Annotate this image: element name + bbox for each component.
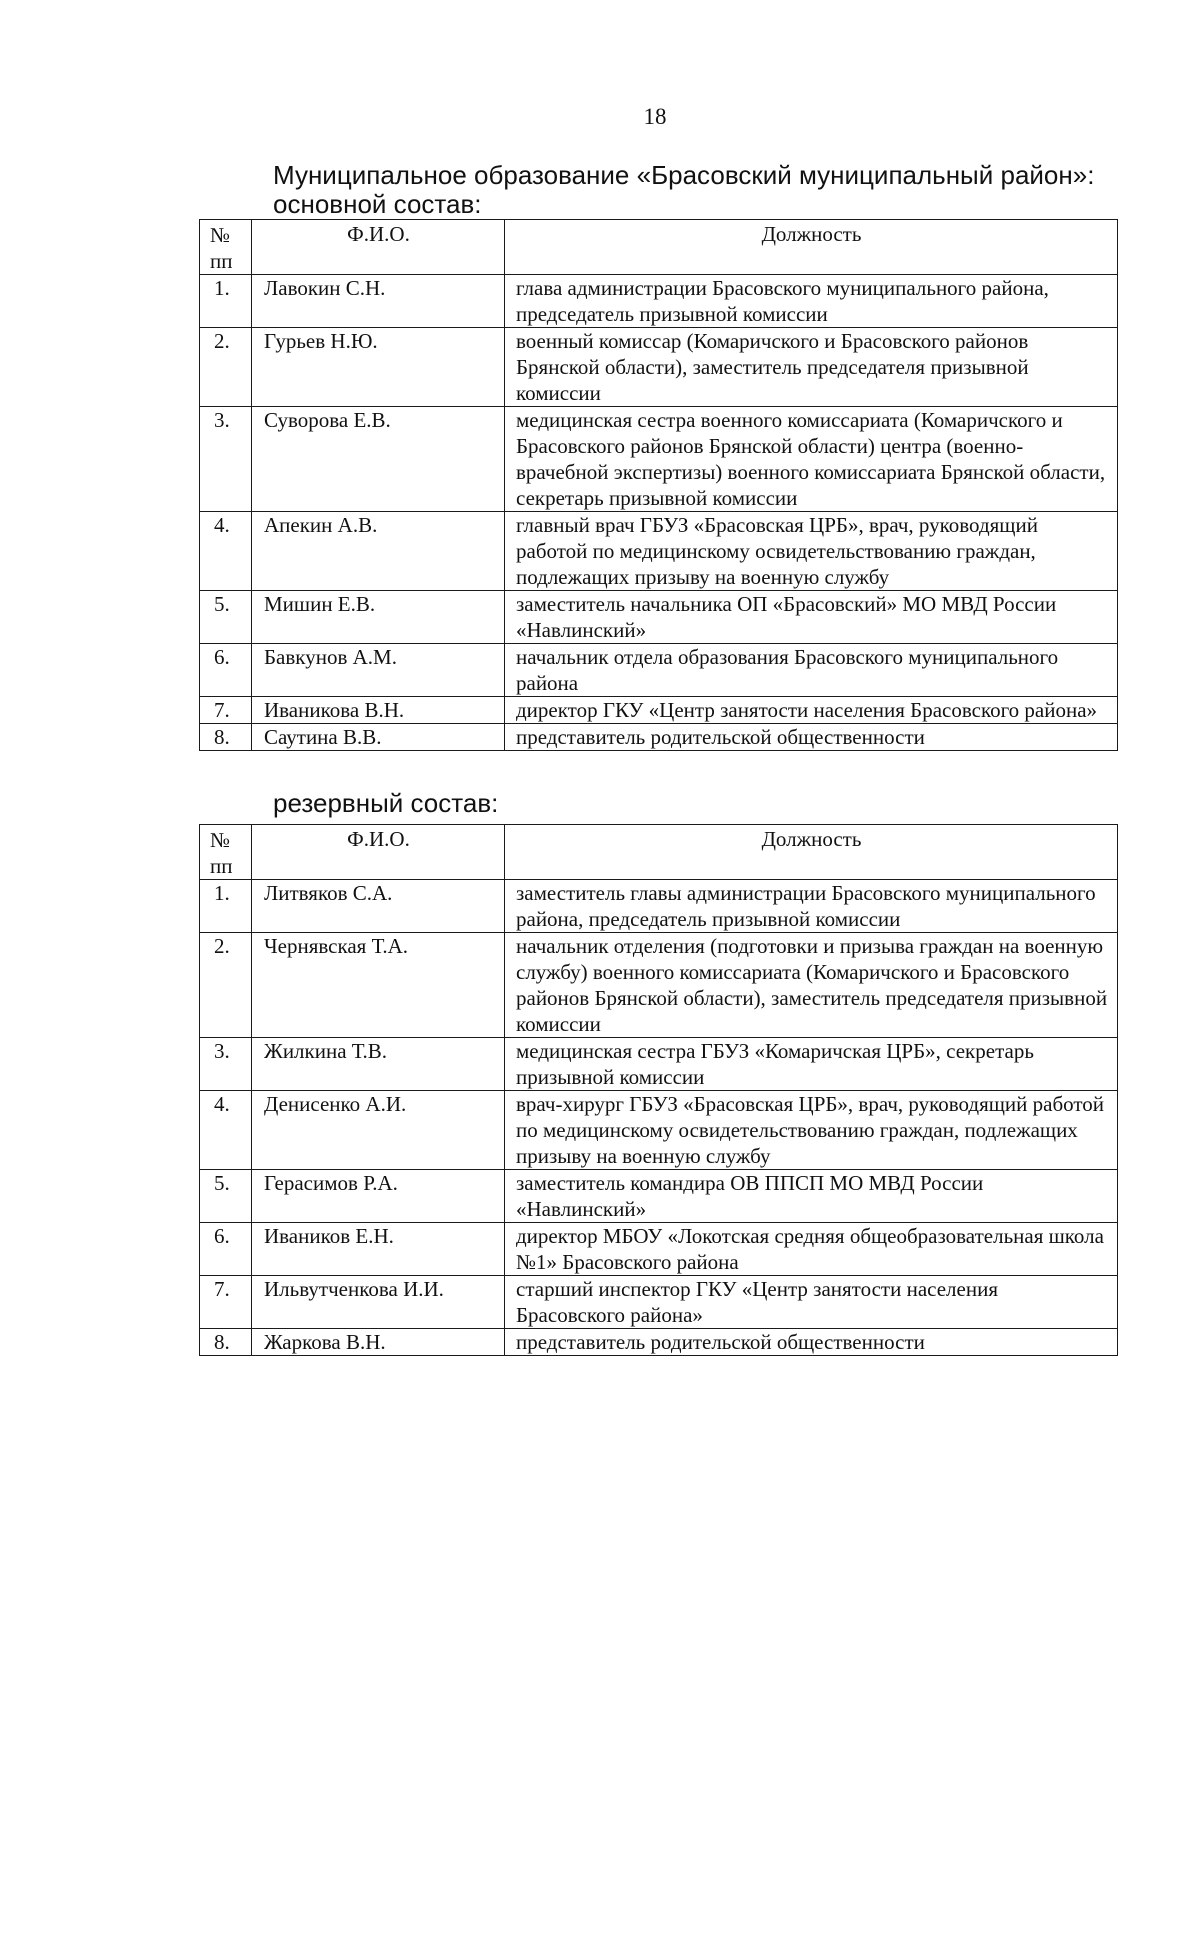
table-header-row (200, 220, 1118, 275)
table-row (200, 1170, 1118, 1223)
row-number: 7. (200, 697, 252, 724)
reserve-composition-table (199, 824, 1118, 1356)
table-row (200, 1091, 1118, 1170)
member-position: заместитель главы администрации Брасовского муниципального района, председатель призывной комиссии (505, 880, 1118, 933)
member-name: Лавокин С.Н. (252, 275, 505, 328)
member-name: Апекин А.В. (252, 512, 505, 591)
table-row (200, 407, 1118, 512)
table-row (200, 1038, 1118, 1091)
row-number: 1. (200, 880, 252, 933)
municipality-title: Муниципальное образование «Брасовский муниципальный район»: (273, 160, 1095, 190)
row-number: 2. (200, 933, 252, 1038)
member-name: Жаркова В.Н. (252, 1329, 505, 1356)
table-row (200, 1329, 1118, 1356)
member-position: военный комиссар (Комаричского и Брасовского районов Брянской области), заместитель председателя призывной комиссии (505, 328, 1118, 407)
member-name: Мишин Е.В. (252, 591, 505, 644)
row-number: 6. (200, 644, 252, 697)
main-composition-heading: основной состав: (273, 189, 482, 219)
member-position: заместитель командира ОВ ППСП МО МВД России «Навлинский» (505, 1170, 1118, 1223)
member-position: начальник отдела образования Брасовского муниципального района (505, 644, 1118, 697)
member-position: главный врач ГБУЗ «Брасовская ЦРБ», врач, руководящий работой по медицинскому освидетельствованию граждан, подлежащих призыву на военную службу (505, 512, 1118, 591)
member-name: Жилкина Т.В. (252, 1038, 505, 1091)
member-position: врач-хирург ГБУЗ «Брасовская ЦРБ», врач, руководящий работой по медицинскому освидетельствованию граждан, подлежащих призыву на военную службу (505, 1091, 1118, 1170)
member-name: Денисенко А.И. (252, 1091, 505, 1170)
row-number: 4. (200, 512, 252, 591)
row-number: 5. (200, 591, 252, 644)
member-position: директор ГКУ «Центр занятости населения Брасовского района» (505, 697, 1118, 724)
member-name: Гурьев Н.Ю. (252, 328, 505, 407)
table-row (200, 512, 1118, 591)
member-name: Бавкунов А.М. (252, 644, 505, 697)
header-position: Должность (505, 220, 1118, 275)
header-number: № пп (200, 825, 252, 880)
header-name: Ф.И.О. (252, 220, 505, 275)
row-number: 8. (200, 1329, 252, 1356)
header-position: Должность (505, 825, 1118, 880)
member-position: представитель родительской общественности (505, 724, 1118, 751)
member-name: Чернявская Т.А. (252, 933, 505, 1038)
page-number: 18 (643, 104, 667, 129)
member-position: глава администрации Брасовского муниципального района, председатель призывной комиссии (505, 275, 1118, 328)
row-number: 6. (200, 1223, 252, 1276)
header-number: № пп (200, 220, 252, 275)
member-position: заместитель начальника ОП «Брасовский» МО МВД России «Навлинский» (505, 591, 1118, 644)
member-name: Суворова Е.В. (252, 407, 505, 512)
member-position: медицинская сестра ГБУЗ «Комаричская ЦРБ», секретарь призывной комиссии (505, 1038, 1118, 1091)
member-position: представитель родительской общественности (505, 1329, 1118, 1356)
member-position: начальник отделения (подготовки и призыва граждан на военную службу) военного комиссариата (Комаричского и Брасовского районов Брянской области), заместитель председателя призывной комиссии (505, 933, 1118, 1038)
table-row (200, 1276, 1118, 1329)
table-row (200, 697, 1118, 724)
table-row (200, 591, 1118, 644)
table-row (200, 724, 1118, 751)
member-name: Герасимов Р.А. (252, 1170, 505, 1223)
row-number: 3. (200, 407, 252, 512)
table-row (200, 275, 1118, 328)
member-position: медицинская сестра военного комиссариата (Комаричского и Брасовского районов Брянской области) центра (военно-врачебной экспертизы) военного комиссариата Брянской области, секретарь призывной комиссии (505, 407, 1118, 512)
row-number: 2. (200, 328, 252, 407)
table-row (200, 328, 1118, 407)
member-position: старший инспектор ГКУ «Центр занятости населения Брасовского района» (505, 1276, 1118, 1329)
row-number: 7. (200, 1276, 252, 1329)
row-number: 8. (200, 724, 252, 751)
row-number: 5. (200, 1170, 252, 1223)
header-name: Ф.И.О. (252, 825, 505, 880)
row-number: 4. (200, 1091, 252, 1170)
member-position: директор МБОУ «Локотская средняя общеобразовательная школа №1» Брасовского района (505, 1223, 1118, 1276)
table-row (200, 1223, 1118, 1276)
table-row (200, 644, 1118, 697)
table-header-row (200, 825, 1118, 880)
member-name: Литвяков С.А. (252, 880, 505, 933)
row-number: 1. (200, 275, 252, 328)
table-row (200, 933, 1118, 1038)
table-row (200, 880, 1118, 933)
member-name: Иваников Е.Н. (252, 1223, 505, 1276)
member-name: Иваникова В.Н. (252, 697, 505, 724)
main-composition-table (199, 219, 1118, 751)
reserve-composition-heading: резервный состав: (273, 788, 499, 818)
member-name: Ильвутченкова И.И. (252, 1276, 505, 1329)
member-name: Саутина В.В. (252, 724, 505, 751)
row-number: 3. (200, 1038, 252, 1091)
